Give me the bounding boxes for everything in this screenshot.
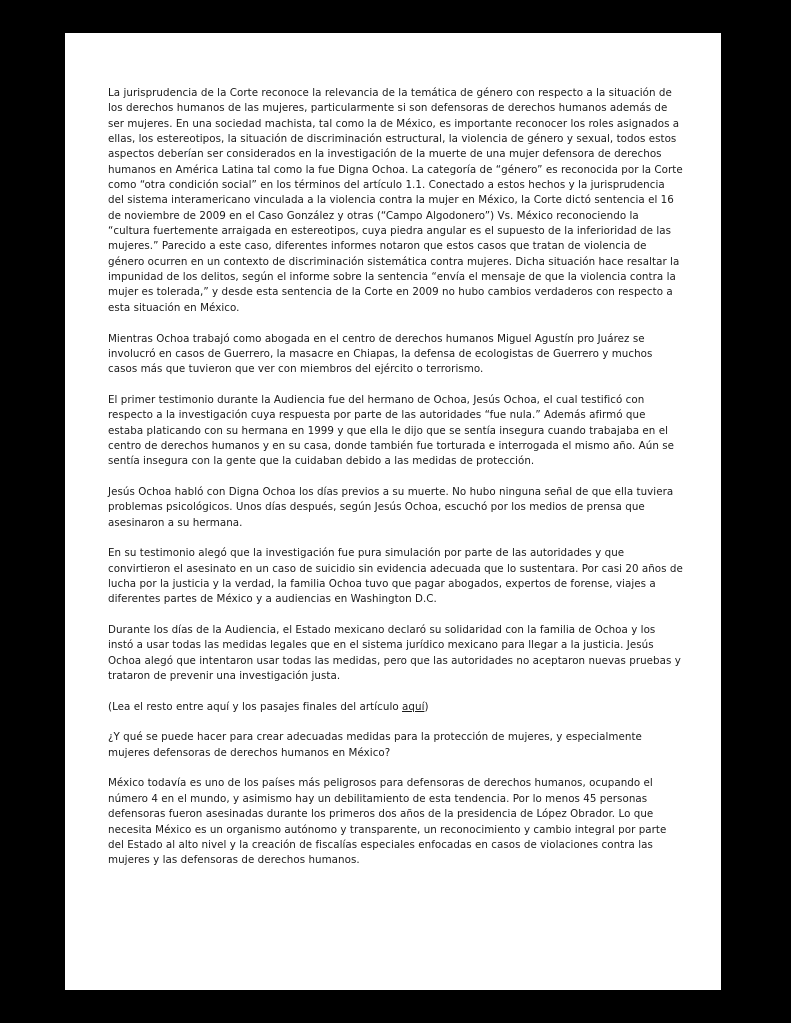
paragraph-state-solidarity: Durante los días de la Audiencia, el Estado mexicano declaró su solidaridad con la familia de Ochoa y los instó a usar todas las medidas legales que en el sistema jurídico mexicano para llegar a la justicia. Jesús Ochoa alegó que intentaron usar todas las medidas, pero que las autoridades no aceptaron nuevas pruebas y trataron de prevenir una investigación justa. bbox=[108, 624, 681, 683]
read-more-link[interactable]: aquí bbox=[402, 700, 425, 713]
paragraph-jurisprudence: La jurisprudencia de la Corte reconoce la relevancia de la temática de género con respecto a la situación de los derechos humanos de las mujeres, particularmente si son defensoras de derechos humanos además de ser mujeres. En una sociedad machista, tal como la de México, es importante reconocer los roles asignados a ellas, los estereotipos, la situación de discriminación estructural, la violencia de género y sexual, todos estos aspectos deberían ser considerados en la investigación de la muerte de una mujer defensora de derechos humanos en América Latina tal como la fue Digna Ochoa. La categoría de “género” es reconocida por la Corte como “otra condición social” en los términos del artículo 1.1. Conectado a estos hechos y la jurisprudencia del sistema interamericano vinculada a la violencia contra la mujer en México, la Corte dictó sentencia el 16 de noviembre de 2009 en el Caso González y otras (“Campo Algodonero”) Vs. México reconociendo la “cultura fuertemente arraigada en estereotipos, cuya piedra angular es el supuesto de la inferioridad de las mujeres.” Parecido a este caso, diferentes informes notaron que estos casos que tratan de violencia de género ocurren en un contexto de discriminación sistemática contra mujeres. Dicha situación hace resaltar la impunidad de los delitos, según el informe sobre la sentencia “envía el mensaje de que la violencia contra la mujer es tolerada,” y desde esta sentencia de la Corte en 2009 no hubo cambios verdaderos con respecto a esta situación en México. bbox=[108, 87, 683, 314]
read-more-prefix: (Lea el resto entre aquí y los pasajes finales del artículo bbox=[108, 700, 403, 713]
read-more-suffix: ) bbox=[424, 700, 429, 713]
paragraph-read-more bbox=[108, 700, 683, 715]
paragraph-simulation: En su testimonio alegó que la investigación fue pura simulación por parte de las autoridades y que convirtieron el asesinato en un caso de suicidio sin evidencia adecuada que lo sustentara. Por casi 20 años de lucha por la justicia y la verdad, la familia Ochoa tuvo que pagar abogados, expertos de forense, viajes a diferentes partes de México y a audiencias en Washington D.C. bbox=[108, 547, 683, 606]
paragraph-closing: México todavía es uno de los países más peligrosos para defensoras de derechos humanos, ocupando el número 4 en el mundo, y asimismo hay un debilitamiento de esta tendencia. Por lo menos 45 personas defensoras fueron asesinadas durante los primeros dos años de la presidencia de López Obrador. Lo que necesita México es un organismo autónomo y transparente, un reconocimiento y cambio integral por parte del Estado al alto nivel y la creación de fiscalías especiales enfocadas en casos de violaciones contra las mujeres y las defensoras de derechos humanos. bbox=[108, 777, 667, 867]
paragraph-before-death: Jesús Ochoa habló con Digna Ochoa los días previos a su muerte. No hubo ninguna señal de que ella tuviera problemas psicológicos. Unos días después, según Jesús Ochoa, escuchó por los medios de prensa que asesinaron a su hermana. bbox=[108, 485, 674, 529]
paragraph-question: ¿Y qué se puede hacer para crear adecuadas medidas para la protección de mujeres, y especialmente mujeres defensoras de derechos humanos en México? bbox=[108, 731, 642, 759]
document-page bbox=[65, 33, 721, 990]
paragraph-first-testimony: El primer testimonio durante la Audiencia fue del hermano de Ochoa, Jesús Ochoa, el cual testificó con respecto a la investigación cuya respuesta por parte de las autoridades “fue nula.” Además afirmó que estaba platicando con su hermana en 1999 y que ella le dijo que se sentía insegura cuando trabajaba en el centro de derechos humanos y en su casa, donde también fue torturada e interrogada el mismo año. Aún se sentía insegura con la gente que la cuidaban debido a las medidas de protección. bbox=[108, 393, 675, 468]
paragraph-ochoa-work: Mientras Ochoa trabajó como abogada en el centro de derechos humanos Miguel Agustín pro Juárez se involucró en casos de Guerrero, la masacre en Chiapas, la defensa de ecologistas de Guerrero y muchos casos más que tuvieron que ver con miembros del ejército o terrorismo. bbox=[108, 332, 653, 376]
